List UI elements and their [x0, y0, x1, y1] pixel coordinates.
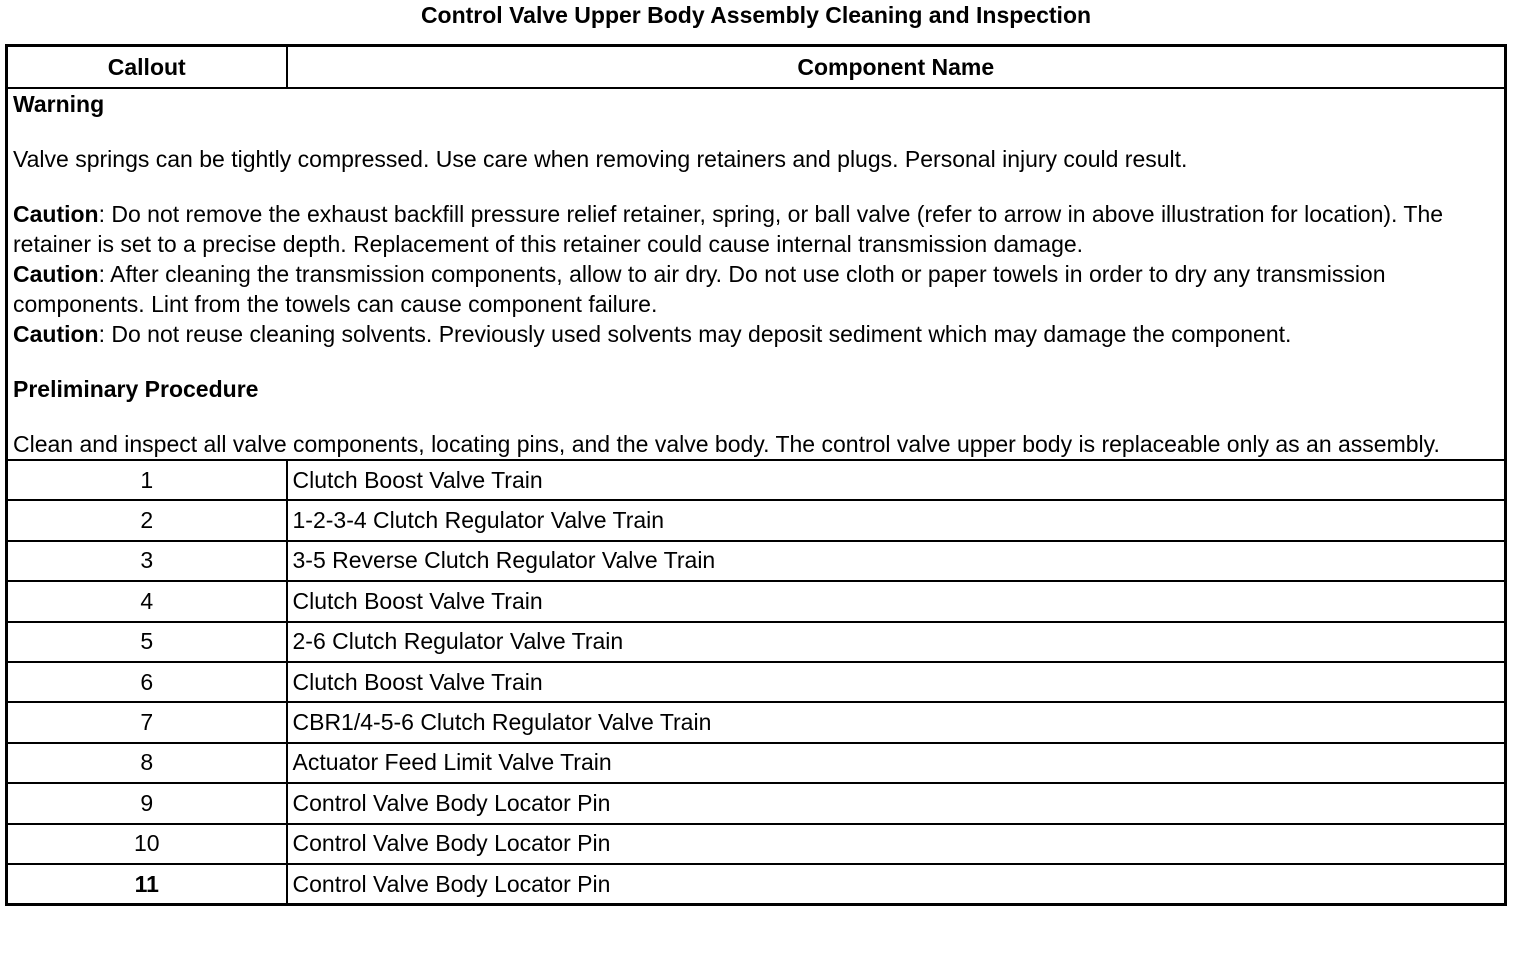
warning-heading: Warning [13, 91, 105, 117]
component-name: Clutch Boost Valve Train [287, 460, 1506, 500]
caution-text: : Do not reuse cleaning solvents. Previously used solvents may deposit sediment which may damage the component. [98, 321, 1292, 347]
callout-number: 8 [7, 743, 287, 783]
component-name: 3-5 Reverse Clutch Regulator Valve Train [287, 541, 1506, 581]
component-name: 2-6 Clutch Regulator Valve Train [287, 622, 1506, 662]
table-row [7, 864, 1506, 905]
table-row [7, 702, 1506, 742]
callout-number: 10 [7, 824, 287, 864]
caution-note-1 [13, 199, 1499, 259]
caution-note-2 [13, 259, 1499, 319]
warning-text: Valve springs can be tightly compressed. Use care when removing retainers and plugs. Personal injury could result. [13, 146, 1188, 172]
caution-note-3 [13, 319, 1499, 349]
callout-column-header: Callout [7, 46, 287, 89]
component-name-column-header: Component Name [287, 46, 1506, 89]
caution-label: Caution [13, 321, 99, 347]
table-row [7, 743, 1506, 783]
component-name: Control Valve Body Locator Pin [287, 824, 1506, 864]
callout-number: 4 [7, 581, 287, 621]
component-name: CBR1/4-5-6 Clutch Regulator Valve Train [287, 702, 1506, 742]
callout-number: 3 [7, 541, 287, 581]
caution-label: Caution [13, 261, 99, 287]
caution-text: : Do not remove the exhaust backfill pressure relief retainer, spring, or ball valve (refer to arrow in above illustration for location). The retainer is set to a precise depth. Replacement of this retainer could cause internal transmission damage. [13, 201, 1444, 257]
component-name: 1-2-3-4 Clutch Regulator Valve Train [287, 500, 1506, 540]
preliminary-procedure-heading: Preliminary Procedure [13, 376, 259, 402]
table-row [7, 460, 1506, 500]
callout-number: 5 [7, 622, 287, 662]
callout-number: 11 [7, 864, 287, 905]
preliminary-procedure-text: Clean and inspect all valve components, locating pins, and the valve body. The control valve upper body is replaceable only as an assembly. [13, 431, 1440, 457]
caution-label: Caution [13, 201, 99, 227]
component-name: Actuator Feed Limit Valve Train [287, 743, 1506, 783]
table-row [7, 541, 1506, 581]
component-name: Clutch Boost Valve Train [287, 581, 1506, 621]
component-name: Control Valve Body Locator Pin [287, 783, 1506, 823]
notes-cell [7, 88, 1506, 460]
caution-text: : After cleaning the transmission components, allow to air dry. Do not use cloth or paper towels in order to dry any transmission components. Lint from the towels can cause component failure. [13, 261, 1386, 317]
component-name: Control Valve Body Locator Pin [287, 864, 1506, 905]
table-row [7, 581, 1506, 621]
callout-number: 1 [7, 460, 287, 500]
table-header-row [7, 46, 1506, 89]
component-table [5, 44, 1507, 906]
table-row [7, 622, 1506, 662]
table-row [7, 500, 1506, 540]
callout-number: 2 [7, 500, 287, 540]
callout-number: 7 [7, 702, 287, 742]
notes-row [7, 88, 1506, 460]
callout-number: 9 [7, 783, 287, 823]
table-row [7, 783, 1506, 823]
table-row [7, 824, 1506, 864]
page-title: Control Valve Upper Body Assembly Cleaning and Inspection [420, 2, 1092, 28]
callout-number: 6 [7, 662, 287, 702]
component-name: Clutch Boost Valve Train [287, 662, 1506, 702]
table-row [7, 662, 1506, 702]
